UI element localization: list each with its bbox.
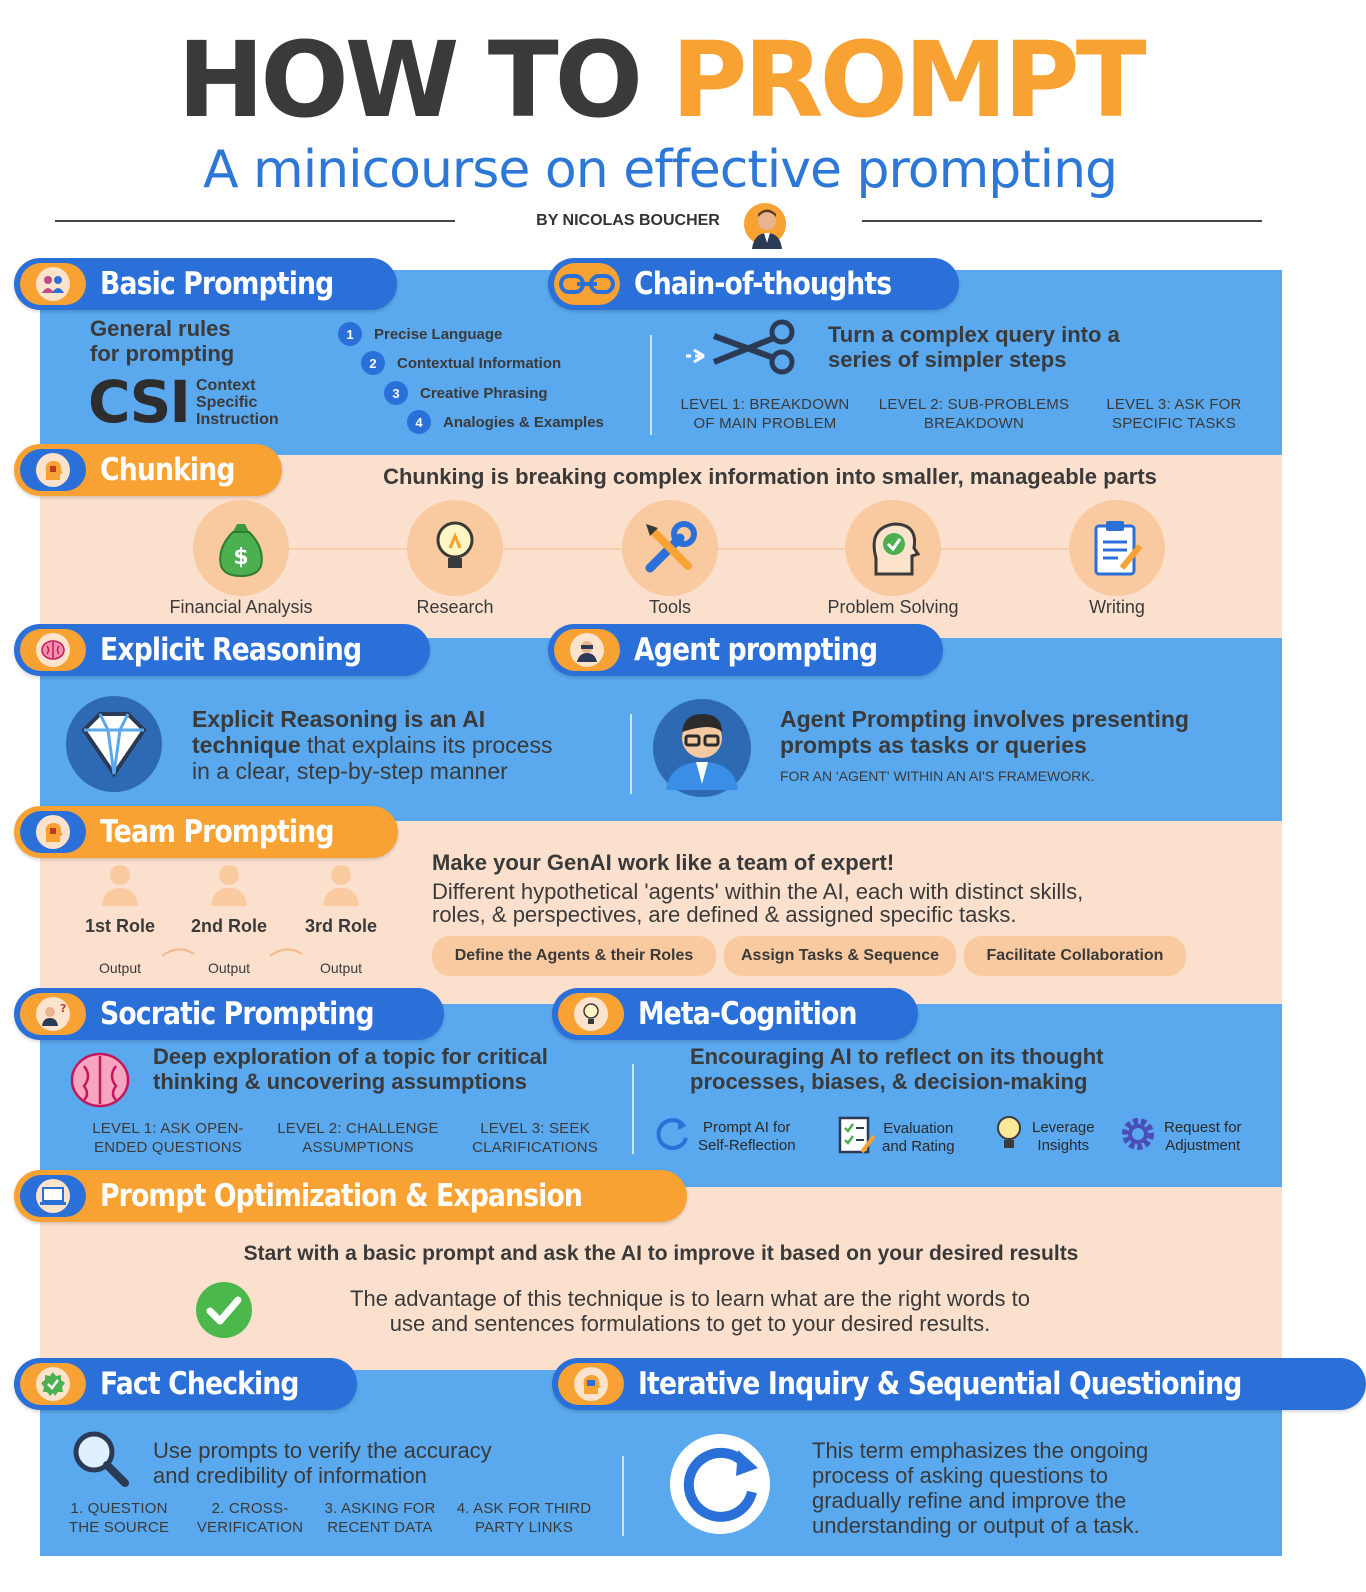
divider [630,714,632,794]
csi-words: Context Specific Instruction [196,377,279,428]
divider [622,1456,624,1536]
section-title: Fact Checking [100,1366,299,1402]
chunk-label: Problem Solving [827,597,959,617]
person-question-icon [20,993,86,1035]
meta-item: Prompt AI for Self-Reflection [652,1114,796,1159]
lightbulb-icon [994,1114,1024,1159]
pill-meta-cognition [552,988,918,1040]
optimization-description: The advantage of this technique is to learn what are the right words to use and sentences formulations to get to your desired results. [350,1286,1030,1337]
person-icon [321,864,361,911]
role-label: 2nd Role [190,916,267,936]
role-label: 1st Role [84,916,156,936]
fact-description: Use prompts to verify the accuracy and credibility of information [153,1438,492,1489]
refresh-icon [652,1114,692,1159]
team-tag: Assign Tasks & Sequence [724,936,956,976]
section-title: Agent prompting [634,632,878,668]
author-avatar [742,201,788,247]
chain-level: LEVEL 1: BREAKDOWN OF MAIN PROBLEM [680,396,850,432]
head-check-icon [845,500,941,596]
chunking-description: Chunking is breaking complex information into smaller, manageable parts [383,464,1157,489]
divider [650,335,652,435]
scissors-icon [684,316,804,381]
agent-description: Agent Prompting involves presenting prompts as tasks or queries [780,706,1189,759]
meta-description: Encouraging AI to reflect on its thought processes, biases, & decision-making [690,1044,1104,1095]
csi-acronym: CSI [88,368,189,436]
title-accent: PROMPT [671,19,1143,141]
team-description: Different hypothetical 'agents' within the AI, each with distinct skills, roles, & perspectives, are defined & assigned specific tasks. [432,879,1084,928]
pill-explicit-reasoning [14,624,430,676]
head-book-icon [558,1363,624,1405]
clipboard-icon [1069,500,1165,596]
badge-check-icon [20,1363,86,1405]
chain-level: LEVEL 2: SUB-PROBLEMS BREAKDOWN [878,396,1070,432]
title-dark: HOW TO [177,19,640,141]
pill-agent-prompting [548,624,943,676]
people-icon [20,263,86,305]
brain-icon [20,629,86,671]
byline: BY NICOLAS BOUCHER [536,212,720,229]
section-title: Team Prompting [100,814,334,850]
socratic-level: LEVEL 3: SEEK CLARIFICATIONS [472,1120,598,1156]
section-title: Chain-of-thoughts [634,266,892,302]
pill-basic-prompting [14,258,397,310]
role-output: Output [207,960,251,976]
chunk-label: Research [416,597,494,617]
chain-description: Turn a complex query into a series of simpler steps [828,322,1120,373]
pill-chain-of-thoughts [548,258,959,310]
fact-step: 1. QUESTION THE SOURCE [68,1500,170,1536]
section-title: Explicit Reasoning [100,632,362,668]
svg-text:?: ? [60,1002,67,1015]
rule-item: 1 Precise Language [338,322,502,346]
lightbulb-icon [558,993,624,1035]
agent-icon [652,698,752,803]
chunk-label: Writing [1089,597,1145,617]
money-bag-icon [193,500,289,596]
team-headline: Make your GenAI work like a team of expert! [432,850,895,875]
section-title: Socratic Prompting [100,996,374,1032]
fact-step: 4. ASK FOR THIRD PARTY LINKS [456,1500,592,1536]
chain-icon [554,263,620,305]
role-output: Output [319,960,363,976]
svg-text:$: $ [233,545,249,570]
arrow-icon [160,944,196,963]
section-title: Chunking [100,452,235,488]
section-title: Meta-Cognition [638,996,857,1032]
role-label: 3rd Role [304,916,378,936]
chunk-label: Tools [648,597,692,617]
lightbulb-icon [407,500,503,596]
person-icon [100,864,140,911]
socratic-description: Deep exploration of a topic for critical thinking & uncovering assumptions [153,1044,548,1095]
rules-title: General rules for prompting [90,316,235,367]
page-title [0,19,1320,141]
fact-step: 3. ASKING FOR RECENT DATA [324,1500,436,1536]
pill-team-prompting [14,806,398,858]
divider [632,1064,634,1154]
pill-chunking [14,444,282,496]
laptop-icon [20,1175,86,1217]
check-circle-icon [194,1280,254,1345]
head-puzzle-icon [20,449,86,491]
head-puzzle-icon [20,811,86,853]
gear-icon [1118,1114,1158,1159]
person-icon [209,864,249,911]
pill-fact-checking [14,1358,357,1410]
agent-subtext: FOR AN 'AGENT' WITHIN AN AI'S FRAMEWORK. [780,768,1095,784]
role-output: Output [98,960,142,976]
cycle-arrow-icon [668,1432,772,1541]
pill-prompt-optimization [14,1170,687,1222]
brain-icon [70,1052,130,1115]
meta-item: Leverage Insights [994,1114,1095,1159]
pill-socratic-prompting [14,988,444,1040]
explicit-description: Explicit Reasoning is an AI technique that explains its process in a clear, step-by-step manner [192,706,553,785]
optimization-headline: Start with a basic prompt and ask the AI to improve it based on your desired results [243,1242,1079,1265]
team-tag: Define the Agents & their Roles [432,936,716,976]
meta-item: Evaluation and Rating [836,1114,955,1161]
rule-item: 3 Creative Phrasing [384,381,548,405]
diamond-icon [62,694,166,799]
section-title: Iterative Inquiry & Sequential Questioning [638,1366,1242,1402]
chunk-label: Financial Analysis [169,597,313,617]
fact-step: 2. CROSS- VERIFICATION [196,1500,304,1536]
arrow-icon [268,944,304,963]
chain-level: LEVEL 3: ASK FOR SPECIFIC TASKS [1106,396,1242,432]
rule-item: 2 Contextual Information [361,351,561,375]
section-title: Prompt Optimization & Expansion [100,1178,583,1214]
socratic-level: LEVEL 1: ASK OPEN- ENDED QUESTIONS [92,1120,244,1156]
checklist-icon [836,1114,876,1161]
rule-item: 4 Analogies & Examples [407,410,604,434]
section-title: Basic Prompting [100,266,334,302]
magnifier-icon [70,1428,130,1493]
tools-icon [622,500,718,596]
pill-iterative-inquiry [552,1358,1366,1410]
socratic-level: LEVEL 2: CHALLENGE ASSUMPTIONS [277,1120,439,1156]
page-subtitle: A minicourse on effective prompting [202,140,1118,200]
iterative-description: This term emphasizes the ongoing process of asking questions to gradually refine and improve the understanding or output of a task. [812,1438,1149,1539]
spy-icon [554,629,620,671]
meta-item: Request for Adjustment [1118,1114,1242,1159]
team-tag: Facilitate Collaboration [964,936,1186,976]
